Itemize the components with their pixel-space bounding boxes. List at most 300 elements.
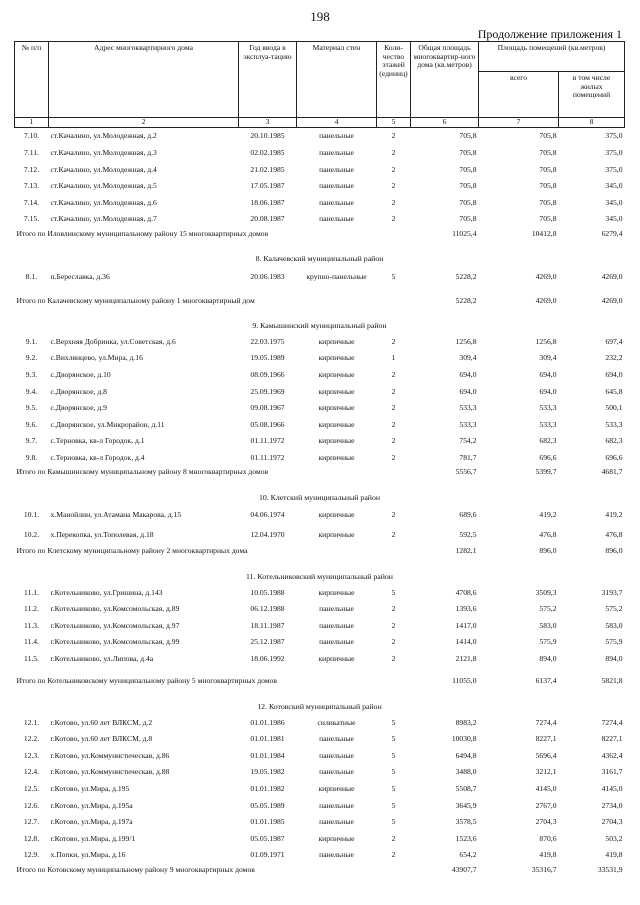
row-premises-all: 476,8 (539, 530, 557, 540)
row-premises-all: 705,8 (539, 164, 557, 174)
total-premises-living: 4269,0 (601, 295, 623, 305)
col-floors-header: Коли-чество этажей (единиц) (377, 42, 411, 118)
table-row (15, 830, 625, 847)
total-row (15, 295, 625, 319)
total-area: 1282,1 (455, 546, 477, 556)
table-row (15, 764, 625, 781)
row-material: панельные (319, 197, 354, 207)
row-number: 9.2. (25, 353, 38, 363)
row-number: 11.4. (24, 637, 39, 647)
row-address: г.Котельниково, ул.Гришина, д.143 (50, 587, 163, 597)
col-index-1: 1 (15, 118, 49, 128)
row-premises-living: 476,8 (605, 530, 623, 540)
row-premises-living: 345,0 (605, 197, 623, 207)
row-premises-living: 375,0 (605, 164, 623, 174)
row-floors: 2 (391, 850, 396, 860)
row-material: панельные (319, 750, 354, 760)
row-number: 12.2. (23, 734, 40, 744)
row-number: 9.8. (25, 453, 38, 463)
row-premises-all: 419,2 (539, 510, 557, 520)
row-year: 18.06.1992 (250, 654, 285, 663)
row-floors: 2 (391, 654, 396, 663)
table-row (15, 814, 625, 831)
table-row (15, 267, 625, 287)
row-material: панельные (319, 131, 354, 141)
row-year: 01.01.1984 (250, 750, 285, 760)
row-premises-all: 1256,8 (535, 336, 557, 346)
col-index-6: 6 (411, 118, 479, 128)
row-total-area: 3578,5 (455, 817, 477, 827)
row-premises-all: 533,3 (539, 403, 557, 413)
total-label: Итого по Иловлинскому муниципальному району 15 многоквартирных домов (16, 228, 269, 238)
row-premises-all: 705,8 (539, 147, 557, 157)
row-material: кирпичные (318, 510, 355, 520)
row-premises-all: 4269,0 (535, 271, 557, 281)
row-total-area: 3645,9 (455, 800, 477, 810)
row-year: 18.11.1987 (250, 620, 285, 630)
row-floors: 2 (391, 510, 396, 520)
total-premises-living: 6279,4 (601, 228, 623, 238)
table-row (15, 367, 625, 384)
row-material: панельные (319, 620, 354, 630)
row-address: г.Котово, ул.60 лет ВЛКСМ, д.2 (50, 717, 153, 727)
section-7-total (15, 228, 625, 267)
row-total-area: 705,8 (459, 147, 477, 157)
row-premises-all: 705,8 (539, 131, 557, 141)
section-title: 12. Котовский муниципальный район (257, 701, 382, 711)
row-floors: 2 (391, 419, 396, 429)
total-area: 11025,4 (452, 228, 477, 238)
total-label: Итого по Клетскому муниципальному району 2 многоквартирных дома (16, 546, 248, 556)
section-8 (15, 267, 625, 287)
row-premises-living: 232,2 (605, 353, 623, 363)
section-title: 8. Калачевский муниципальный район (255, 253, 384, 263)
row-total-area: 694,0 (459, 386, 477, 396)
row-number: 7.15. (23, 214, 40, 224)
row-number: 12.8. (23, 833, 40, 843)
row-material: кирпичные (318, 419, 355, 429)
total-premises-all: 4269,0 (535, 295, 557, 305)
table-header (15, 42, 625, 128)
row-material: панельные (319, 800, 354, 810)
row-total-area: 705,8 (459, 197, 477, 207)
row-year: 06.12.1988 (250, 604, 285, 614)
row-premises-living: 575,2 (605, 604, 623, 614)
row-premises-all: 3212,1 (535, 767, 557, 777)
row-number: 12.4. (23, 767, 40, 777)
row-premises-all: 533,3 (539, 419, 557, 429)
row-premises-all: 682,3 (539, 436, 557, 446)
row-year: 05.05.1987 (250, 833, 285, 843)
row-floors: 2 (391, 214, 396, 224)
col-material-header: Материал стен (297, 42, 377, 118)
row-address: с.Терновка, кв-л Городок, д.1 (50, 436, 145, 446)
row-floors: 5 (391, 750, 396, 760)
row-total-area: 689,6 (459, 510, 477, 520)
section-title: 11. Котельниковский муниципальный район (246, 571, 393, 581)
row-premises-all: 705,8 (539, 181, 557, 191)
housing-table (14, 41, 625, 888)
row-year: 21.02.1985 (250, 164, 285, 174)
col-number-header: № п/п (15, 42, 49, 118)
row-premises-all: 575,2 (539, 604, 557, 614)
row-number: 8.1. (25, 271, 38, 281)
row-material: панельные (319, 181, 354, 191)
row-material: кирпичные (318, 336, 355, 346)
row-floors: 2 (391, 620, 396, 630)
row-address: х.Перекопка, ул.Тополевая, д.18 (50, 530, 154, 540)
row-year: 02.02.1985 (250, 147, 285, 157)
row-floors: 5 (391, 271, 396, 281)
row-floors: 2 (391, 181, 396, 191)
row-premises-living: 8227,1 (601, 734, 623, 744)
row-address: г.Котельниково, ул.Комсомольская, д.99 (50, 637, 180, 647)
total-row (15, 228, 625, 252)
col-premises-living-header: в том числе жилых помещений (559, 72, 625, 118)
row-number: 12.3. (23, 750, 40, 760)
row-total-area: 4708,6 (455, 587, 477, 597)
row-material: панельные (319, 214, 354, 224)
row-total-area: 694,0 (459, 370, 477, 380)
row-total-area: 1256,8 (455, 336, 477, 346)
row-premises-all: 575,9 (539, 637, 557, 647)
row-premises-living: 375,0 (605, 131, 623, 141)
row-address: с.Дворянское, д.10 (50, 370, 111, 380)
row-material: панельные (319, 164, 354, 174)
row-total-area: 5508,7 (455, 783, 477, 793)
section-8-total (15, 287, 625, 334)
row-floors: 2 (391, 164, 396, 174)
table-row (15, 714, 625, 731)
row-floors: 2 (391, 131, 396, 141)
row-year: 05.08.1966 (250, 419, 285, 429)
row-total-area: 1523,6 (455, 833, 477, 843)
row-floors: 2 (391, 604, 396, 614)
row-premises-all: 894,0 (539, 654, 557, 663)
row-number: 11.2. (24, 604, 39, 614)
row-material: кирпичные (318, 370, 355, 380)
row-total-area: 6494,8 (455, 750, 477, 760)
table-row (15, 178, 625, 195)
section-9 (15, 334, 625, 467)
total-area: 11055,0 (452, 676, 477, 686)
total-label: Итого по Камышинскому муниципальному району 8 многоквартирных домов (16, 467, 269, 477)
row-year: 01.09.1971 (250, 850, 285, 860)
row-number: 11.3. (24, 620, 39, 630)
table-row (15, 400, 625, 417)
row-total-area: 705,8 (459, 181, 477, 191)
row-address: ст.Качалино, ул.Молодежная, д.4 (50, 164, 157, 174)
row-premises-living: 7274,4 (601, 717, 623, 727)
row-address: х.Попки, ул.Мира, д.16 (50, 850, 126, 860)
row-premises-all: 694,0 (539, 370, 557, 380)
row-number: 9.3. (25, 370, 38, 380)
row-address: ст.Качалино, ул.Молодежная, д.5 (50, 181, 157, 191)
row-premises-all: 583,0 (539, 620, 557, 630)
row-address: ст.Качалино, ул.Молодежная, д.3 (50, 147, 157, 157)
row-address: с.Вихлянцево, ул.Мира, д.16 (50, 353, 143, 363)
col-index-7: 7 (479, 118, 559, 128)
row-floors: 2 (391, 403, 396, 413)
total-premises-all: 6137,4 (535, 676, 557, 686)
row-total-area: 1414,0 (455, 637, 477, 647)
row-number: 9.1. (25, 336, 38, 346)
total-row (15, 545, 625, 569)
table-row (15, 601, 625, 618)
total-area: 5556,7 (455, 467, 477, 477)
row-floors: 2 (391, 453, 396, 463)
row-address: г.Котельниково, ул.Комсомольская, д.89 (50, 604, 180, 614)
col-address-header: Адрес многоквартирного дома (49, 42, 239, 118)
col-index-5: 5 (377, 118, 411, 128)
row-material: кирпичные (318, 403, 355, 413)
row-premises-all: 5696,4 (535, 750, 557, 760)
table-row (15, 334, 625, 351)
table-row (15, 450, 625, 467)
row-year: 20.08.1987 (250, 214, 285, 224)
total-label: Итого по Калачевскому муниципальному району 1 многоквартирный дом (16, 295, 255, 305)
table-row (15, 731, 625, 748)
total-premises-living: 5821,8 (601, 676, 623, 686)
row-number: 12.9. (23, 850, 40, 860)
table-row (15, 651, 625, 668)
row-total-area: 3488,0 (455, 767, 477, 777)
row-year: 04.06.1974 (250, 510, 285, 520)
row-address: с.Дворянское, д.9 (50, 403, 107, 413)
row-premises-living: 2734,0 (601, 800, 623, 810)
row-premises-living: 4269,0 (601, 271, 623, 281)
row-total-area: 2121,8 (455, 654, 477, 663)
col-total-area-header: Общая площадь многоквартир-ного дома (кв.метров) (411, 42, 479, 118)
row-floors: 2 (391, 147, 396, 157)
row-address: ст.Качалино, ул.Молодежная, д.2 (50, 131, 157, 141)
row-premises-all: 694,0 (539, 386, 557, 396)
row-material: кирпичные (318, 453, 355, 463)
row-address: п.Береславка, д.36 (50, 271, 110, 281)
row-address: г.Котово, ул.Коммунистическая, д.86 (50, 750, 170, 760)
row-premises-all: 870,6 (539, 833, 557, 843)
table-row (15, 211, 625, 228)
row-premises-all: 3509,3 (535, 587, 557, 597)
row-year: 19.05.1989 (250, 353, 285, 363)
row-number: 7.14. (23, 197, 40, 207)
row-address: с.Терновка, кв-л Городок, д.4 (50, 453, 145, 463)
table-row (15, 584, 625, 601)
row-address: г.Котельниково, ул.Липова, д.4а (50, 654, 154, 663)
total-premises-all: 896,0 (539, 546, 557, 556)
row-address: г.Котово, ул.Мира, д.195а (50, 800, 133, 810)
row-floors: 2 (391, 197, 396, 207)
row-address: г.Котельниково, ул.Комсомольская, д.97 (50, 620, 180, 630)
total-row (15, 675, 625, 699)
row-year: 20.06.1983 (250, 271, 285, 281)
row-material: кирпичные (318, 654, 355, 663)
row-material: кирпичные (318, 386, 355, 396)
total-row (15, 864, 625, 888)
row-premises-living: 4362,4 (601, 750, 623, 760)
col-year-header: Год ввода в эксплуа-тацию (239, 42, 297, 118)
row-number: 7.13. (23, 181, 40, 191)
row-address: г.Котово, ул.Коммунистическая, д.88 (50, 767, 170, 777)
row-premises-living: 2704,3 (601, 817, 623, 827)
row-address: с.Верхняя Добринка, ул.Советская, д.6 (50, 336, 176, 346)
table-row (15, 128, 625, 145)
row-year: 01.01.1985 (250, 817, 285, 827)
row-floors: 2 (391, 336, 396, 346)
row-floors: 2 (391, 530, 396, 540)
col-premises-area-header: Площадь помещений (кв.метров) (479, 42, 625, 72)
row-total-area: 309,4 (459, 353, 477, 363)
row-premises-living: 696,6 (605, 453, 623, 463)
row-address: х.Манойлин, ул.Атамана Макарова, д.15 (50, 510, 182, 520)
row-number: 12.5. (23, 783, 40, 793)
section-11 (15, 584, 625, 667)
row-premises-all: 696,6 (539, 453, 557, 463)
row-material: панельные (319, 817, 354, 827)
row-premises-living: 682,3 (605, 436, 623, 446)
col-index-3: 3 (239, 118, 297, 128)
row-premises-living: 583,0 (605, 620, 623, 630)
row-premises-all: 2767,0 (535, 800, 557, 810)
row-material: силикатные (317, 717, 356, 727)
row-total-area: 8983,2 (455, 717, 477, 727)
row-material: крупно-панельные (306, 271, 367, 281)
row-material: кирпичные (318, 587, 355, 597)
row-premises-living: 575,9 (605, 637, 623, 647)
row-year: 05.05.1989 (250, 800, 285, 810)
section-9-total (15, 466, 625, 505)
row-year: 01.11.1972 (250, 453, 285, 463)
col-index-2: 2 (49, 118, 239, 128)
row-year: 08.09.1966 (250, 370, 285, 380)
row-material: панельные (319, 604, 354, 614)
row-address: с.Дворянское, ул.Микрорайон, д.11 (50, 419, 165, 429)
row-floors: 5 (391, 783, 396, 793)
row-year: 01.01.1982 (250, 783, 285, 793)
row-material: кирпичные (318, 833, 355, 843)
row-material: панельные (319, 637, 354, 647)
row-premises-living: 419,2 (605, 510, 623, 520)
row-number: 9.6. (25, 419, 38, 429)
total-area: 43907,7 (451, 864, 477, 874)
row-number: 9.7. (25, 436, 38, 446)
row-year: 22.03.1975 (250, 336, 285, 346)
table-row (15, 618, 625, 635)
row-premises-all: 705,8 (539, 197, 557, 207)
row-premises-living: 3161,7 (601, 767, 623, 777)
row-premises-living: 4145,0 (601, 783, 623, 793)
table-row (15, 747, 625, 764)
row-floors: 5 (391, 767, 396, 777)
row-premises-all: 4145,0 (535, 783, 557, 793)
row-total-area: 705,8 (459, 164, 477, 174)
row-premises-living: 345,0 (605, 214, 623, 224)
row-floors: 5 (391, 734, 396, 744)
row-year: 18.06.1987 (250, 197, 285, 207)
row-floors: 5 (391, 587, 396, 597)
row-year: 17.05.1987 (250, 181, 285, 191)
table-row (15, 505, 625, 525)
total-row (15, 466, 625, 490)
row-year: 25.12.1987 (250, 637, 285, 647)
row-premises-living: 345,0 (605, 181, 623, 191)
row-premises-all: 419,8 (539, 850, 557, 860)
section-11-total (15, 667, 625, 714)
row-year: 10.05.1988 (250, 587, 285, 597)
row-number: 7.10. (23, 131, 40, 141)
section-7 (15, 128, 625, 228)
row-number: 10.1. (23, 510, 40, 520)
row-premises-living: 3193,7 (601, 587, 623, 597)
total-premises-living: 33531,9 (597, 864, 623, 874)
row-material: панельные (319, 734, 354, 744)
total-label: Итого по Котельниковскому муниципальному району 5 многоквартирных домов (16, 676, 277, 686)
table-row (15, 797, 625, 814)
row-floors: 1 (391, 353, 396, 363)
row-total-area: 754,2 (459, 436, 477, 446)
row-total-area: 1417,0 (455, 620, 477, 630)
section-10 (15, 505, 625, 545)
section-title: 9. Камышинский муниципальный район (252, 320, 387, 330)
table-row (15, 383, 625, 400)
row-floors: 5 (391, 800, 396, 810)
table-row (15, 194, 625, 211)
table-row (15, 161, 625, 178)
row-material: кирпичные (318, 353, 355, 363)
table-row (15, 350, 625, 367)
row-total-area: 781,7 (459, 453, 477, 463)
row-premises-living: 503,2 (605, 833, 623, 843)
row-premises-all: 7274,4 (535, 717, 557, 727)
row-premises-living: 894,0 (605, 654, 623, 663)
table-row (15, 525, 625, 545)
row-premises-living: 533,3 (605, 419, 623, 429)
row-total-area: 654,2 (459, 850, 477, 860)
row-year: 12.04.1970 (250, 530, 285, 540)
row-premises-living: 375,0 (605, 147, 623, 157)
row-total-area: 705,8 (459, 131, 477, 141)
row-total-area: 533,3 (459, 419, 477, 429)
row-number: 7.12. (23, 164, 40, 174)
row-total-area: 10030,8 (451, 734, 477, 744)
total-premises-living: 4681,7 (601, 467, 623, 477)
row-floors: 2 (391, 637, 396, 647)
row-number: 11.5. (24, 654, 39, 663)
row-year: 25.09.1969 (250, 386, 285, 396)
row-floors: 5 (391, 817, 396, 827)
row-material: панельные (319, 850, 354, 860)
row-total-area: 5228,2 (455, 271, 477, 281)
row-premises-living: 697,4 (605, 336, 623, 346)
row-total-area: 1393,6 (455, 604, 477, 614)
row-address: г.Котово, ул.Мира, д.197а (50, 817, 133, 827)
table-row (15, 433, 625, 450)
row-floors: 2 (391, 833, 396, 843)
section-12-total (15, 864, 625, 888)
page-number: 198 (310, 9, 330, 24)
row-material: панельные (319, 767, 354, 777)
row-floors: 5 (391, 717, 396, 727)
row-number: 9.4. (25, 386, 38, 396)
total-premises-living: 896,0 (605, 546, 623, 556)
row-total-area: 705,8 (459, 214, 477, 224)
row-year: 09.08.1967 (250, 403, 285, 413)
row-number: 11.1. (24, 587, 39, 597)
row-premises-living: 694,0 (605, 370, 623, 380)
continuation-note: Продолжение приложения 1 (477, 27, 622, 41)
total-label: Итого по Котовскому муниципальному району 9 многоквартирных домов (16, 864, 255, 874)
section-title: 10. Клетский муниципальный район (258, 492, 381, 502)
